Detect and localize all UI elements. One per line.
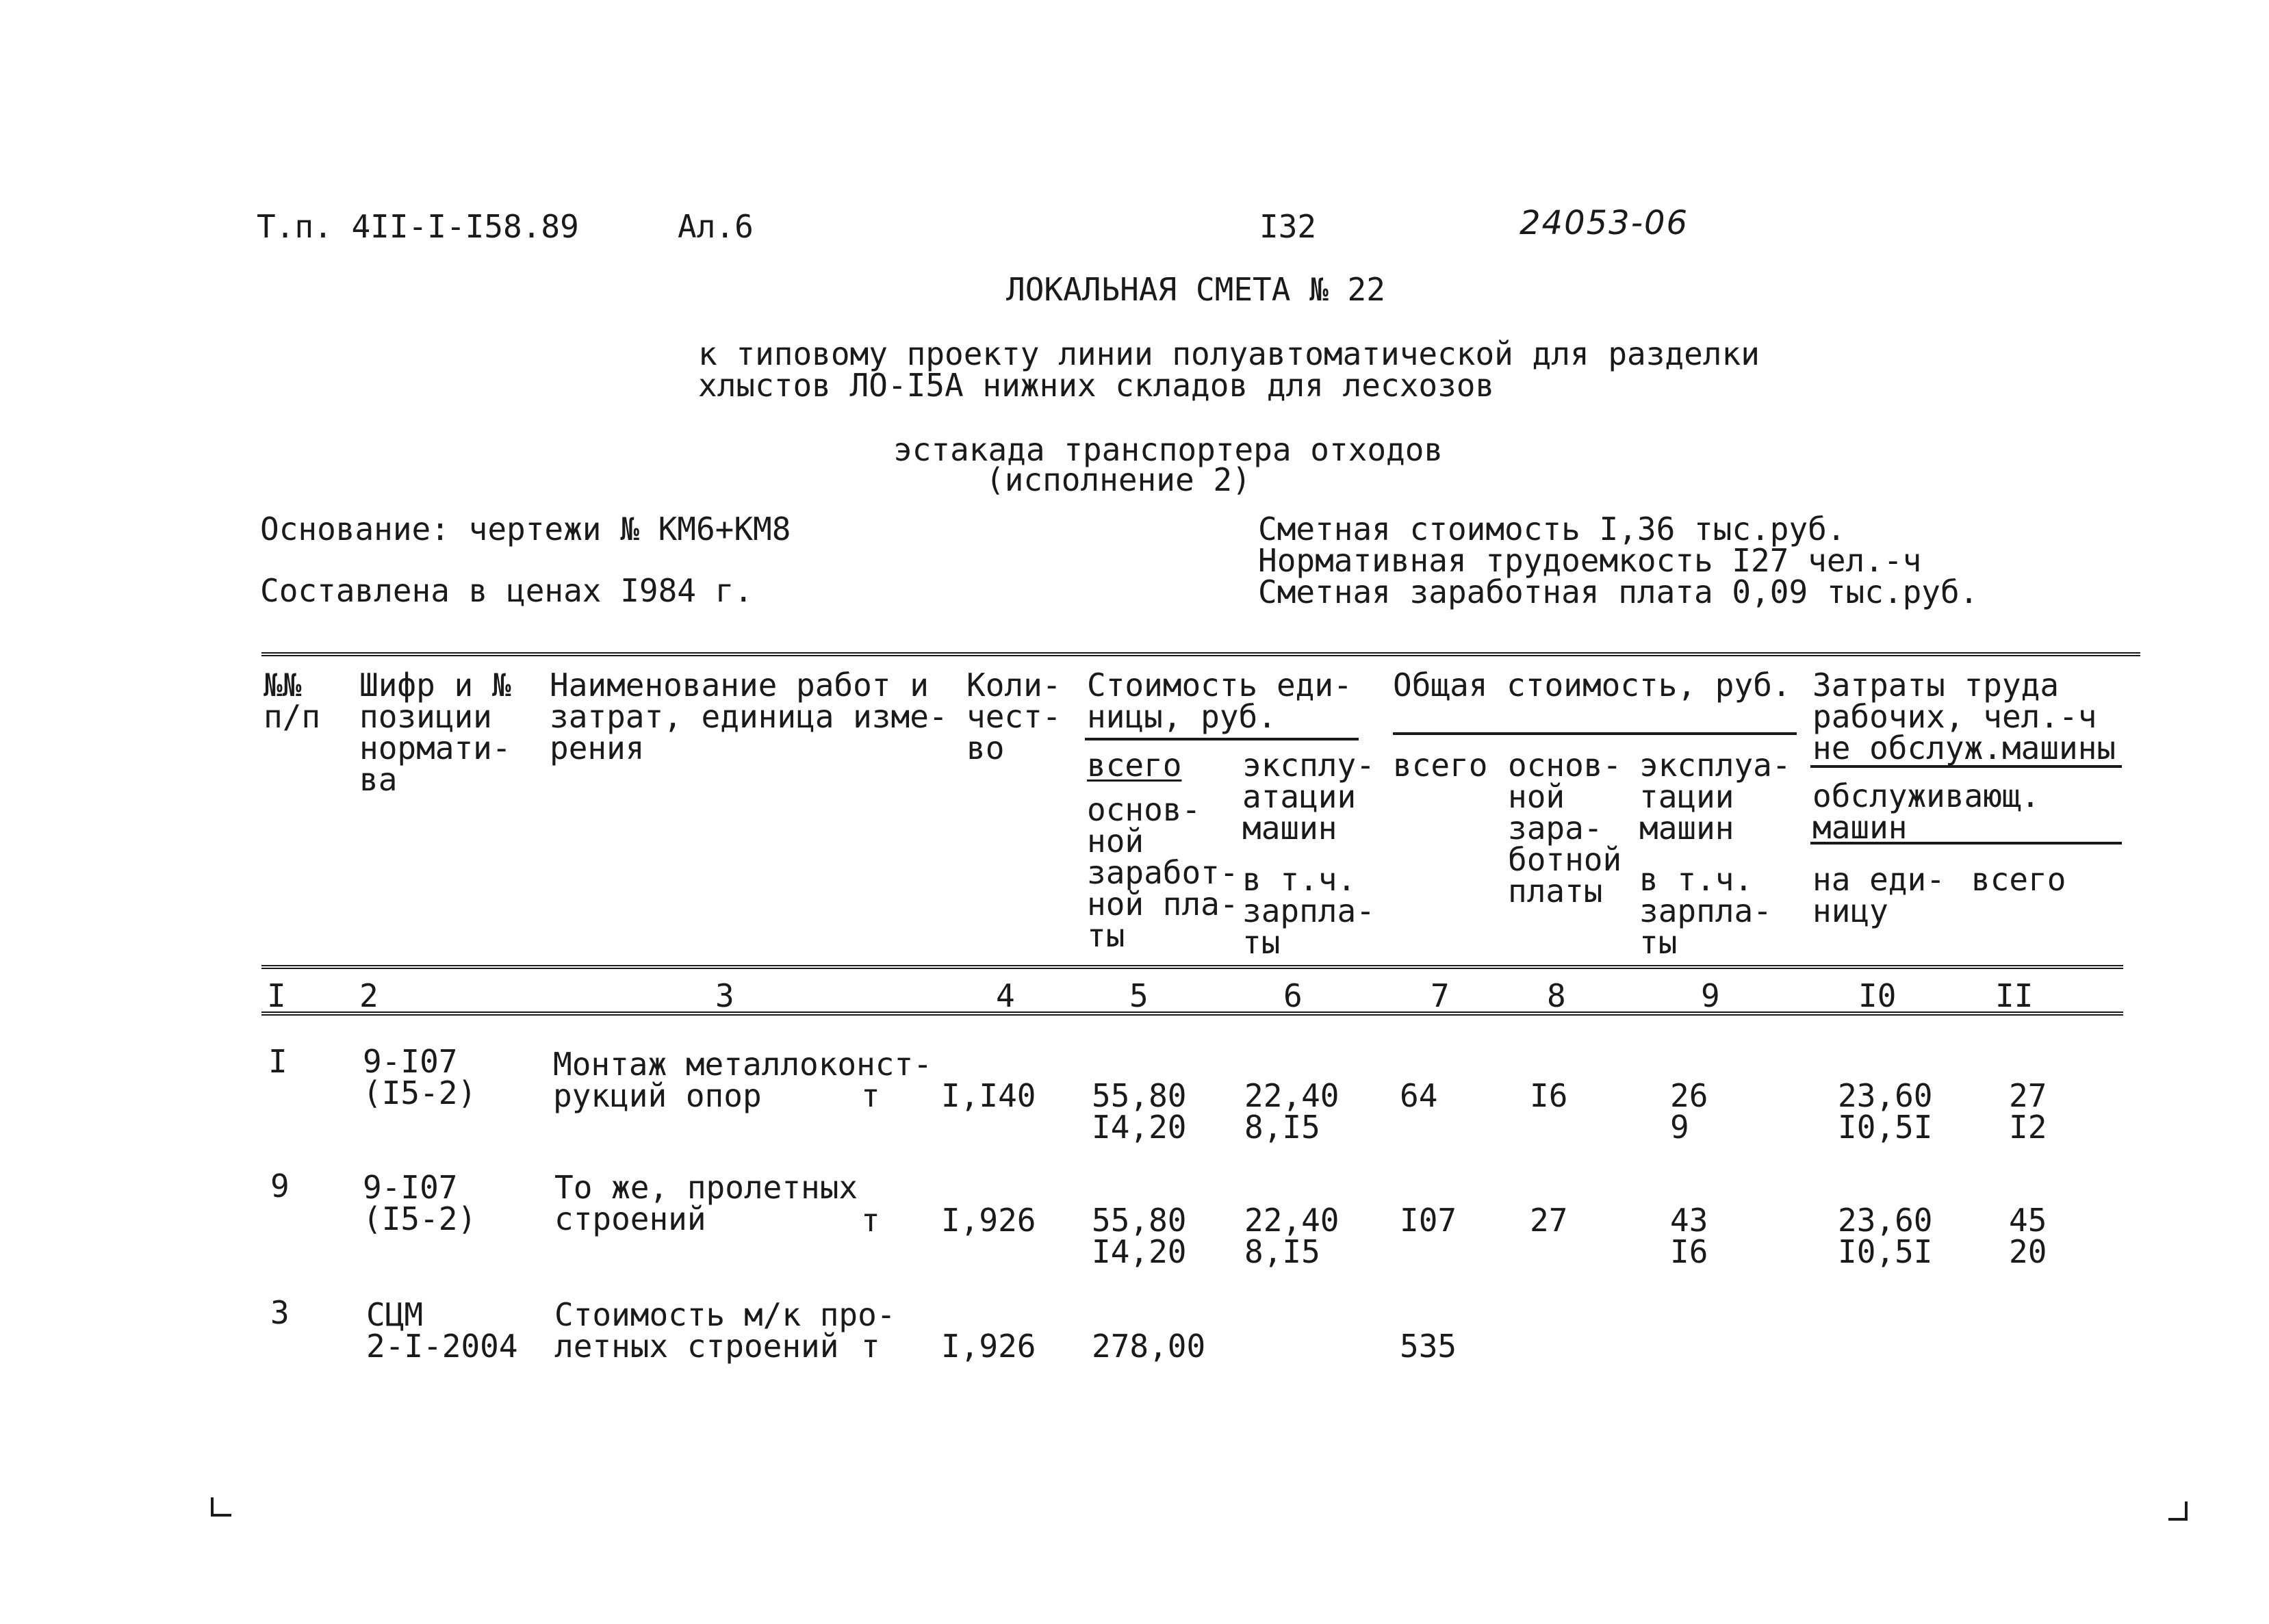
col-number-11: II [1995,977,2034,1014]
col-header-total-all: всего [1393,747,1488,784]
row-name: То же, пролетных строений [554,1169,858,1237]
row-labor-per-unit: 23,60 I0,5I [1838,1202,1933,1270]
col-header-name: Наименование работ и затрат, единица изме- рения [550,667,948,766]
row-unit: т [861,1328,880,1365]
row-code: 9-I07 (I5-2) [363,1043,477,1111]
subtitle-line-1: к типовому проекту линии полуавтоматической для разделки [698,335,1760,372]
document-title: ЛОКАЛЬНАЯ СМЕТА № 22 [1006,271,1385,308]
col-header-quantity: Коли- чест- во [966,667,1062,766]
col-number-2: 2 [359,977,379,1014]
estimated-wages: Сметная заработная плата 0,09 тыс.руб. [1258,573,1979,610]
row-unit: т [861,1202,880,1239]
page-number: I32 [1259,208,1317,245]
col-number-1: I [267,977,286,1014]
row-quantity: I,926 [941,1328,1036,1365]
col-header-total-wage: основ- ной зара- ботной платы [1508,747,1622,910]
object-name-line-2: (исполнение 2) [986,461,1251,498]
col-header-unit-cost: Стоимость еди- ницы, руб. [1087,667,1353,735]
row-total-cost: 535 [1400,1328,1457,1365]
row-unit-cost: 55,80 I4,20 [1092,1077,1187,1146]
col-number-9: 9 [1701,977,1720,1014]
col-header-unit-machine-wage: в т.ч. зарпла- ты [1242,861,1375,961]
col-number-10: I0 [1858,977,1897,1014]
basis-line: Основание: чертежи № КМ6+КМ8 [260,511,791,547]
crop-mark-left-foot [211,1514,231,1517]
row-unit-machines: 22,40 8,I5 [1244,1202,1339,1270]
album-label: Ал.6 [678,208,754,245]
row-unit-cost: 278,00 [1092,1328,1206,1365]
col-number-6: 6 [1283,977,1303,1014]
row-unit-cost: 55,80 I4,20 [1092,1202,1187,1270]
total-cost-rule [1393,732,1797,735]
crop-mark-right-foot [2168,1518,2188,1521]
col-header-total-machines: эксплуа- тации машин [1639,747,1791,847]
row-quantity: I,I40 [941,1077,1036,1114]
row-total-machines: 43 I6 [1670,1202,1708,1270]
row-number: 3 [270,1294,290,1331]
row-unit: т [861,1077,880,1114]
header-bottom-rule [261,965,2123,969]
project-code: Т.п. 4II-I-I58.89 [257,208,579,245]
row-code: 9-I07 (I5-2) [363,1169,477,1237]
col-header-number: №№ п/п [264,667,321,735]
col-number-8: 8 [1547,977,1566,1014]
col-header-code: Шифр и № позиции нормати- ва [359,667,511,798]
col-number-5: 5 [1129,977,1149,1014]
object-name-line-1: эстакада транспортера отходов [893,431,1444,468]
row-unit-machines: 22,40 8,I5 [1244,1077,1339,1146]
col-header-unit-machines: эксплу- атации машин [1242,747,1375,847]
numbers-bottom-rule [261,1011,2123,1016]
col-header-labor-not-serving: не обслуж.машины [1812,730,2116,766]
crop-mark-left [211,1497,214,1515]
crop-mark-right [2185,1501,2188,1519]
row-total-cost: I07 [1400,1202,1457,1239]
subtitle-line-2: хлыстов ЛО-I5А нижних складов для лесхозов [698,367,1495,404]
row-labor-total: 27 I2 [2009,1077,2047,1146]
col-number-4: 4 [996,977,1015,1014]
row-name: Стоимость м/к про- летных строений [554,1296,896,1365]
col-header-labor: Затраты труда рабочих, чел.-ч [1812,667,2097,735]
row-number: 9 [270,1168,290,1204]
estimated-cost: Сметная стоимость I,36 тыс.руб. [1258,511,1846,547]
col-number-3: 3 [715,977,734,1014]
row-labor-total: 45 20 [2009,1202,2047,1270]
col-header-total-cost: Общая стоимость, руб. [1393,667,1791,704]
col-header-unit-total: всего [1087,747,1182,784]
row-total-wage: 27 [1530,1202,1568,1239]
prices-line: Составлена в ценах I984 г. [260,572,754,609]
row-code: СЦМ 2-I-2004 [366,1296,518,1365]
row-labor-per-unit: 23,60 I0,5I [1838,1077,1933,1146]
row-total-machines: 26 9 [1670,1077,1708,1146]
col-header-labor-total: всего [1971,861,2066,898]
col-number-7: 7 [1431,977,1450,1014]
col-header-labor-per-unit: на еди- ницу [1812,861,1945,929]
col-header-labor-serving: обслуживающ. машин [1812,777,2040,846]
col-header-total-machine-wage: в т.ч. зарпла- ты [1639,861,1772,961]
row-name: Монтаж металлоконст- рукций опор [553,1046,932,1114]
row-number: I [268,1043,287,1080]
row-total-cost: 64 [1400,1077,1438,1114]
unit-cost-rule [1085,738,1359,740]
row-quantity: I,926 [941,1202,1036,1239]
normative-labor: Нормативная трудоемкость I27 чел.-ч [1258,542,1922,579]
col-header-unit-wage: основ- ной заработ- ной пла- ты [1087,791,1239,954]
archive-number: 24053-06 [1520,204,1689,242]
row-total-wage: I6 [1530,1077,1568,1114]
table-top-rule [261,652,2140,656]
